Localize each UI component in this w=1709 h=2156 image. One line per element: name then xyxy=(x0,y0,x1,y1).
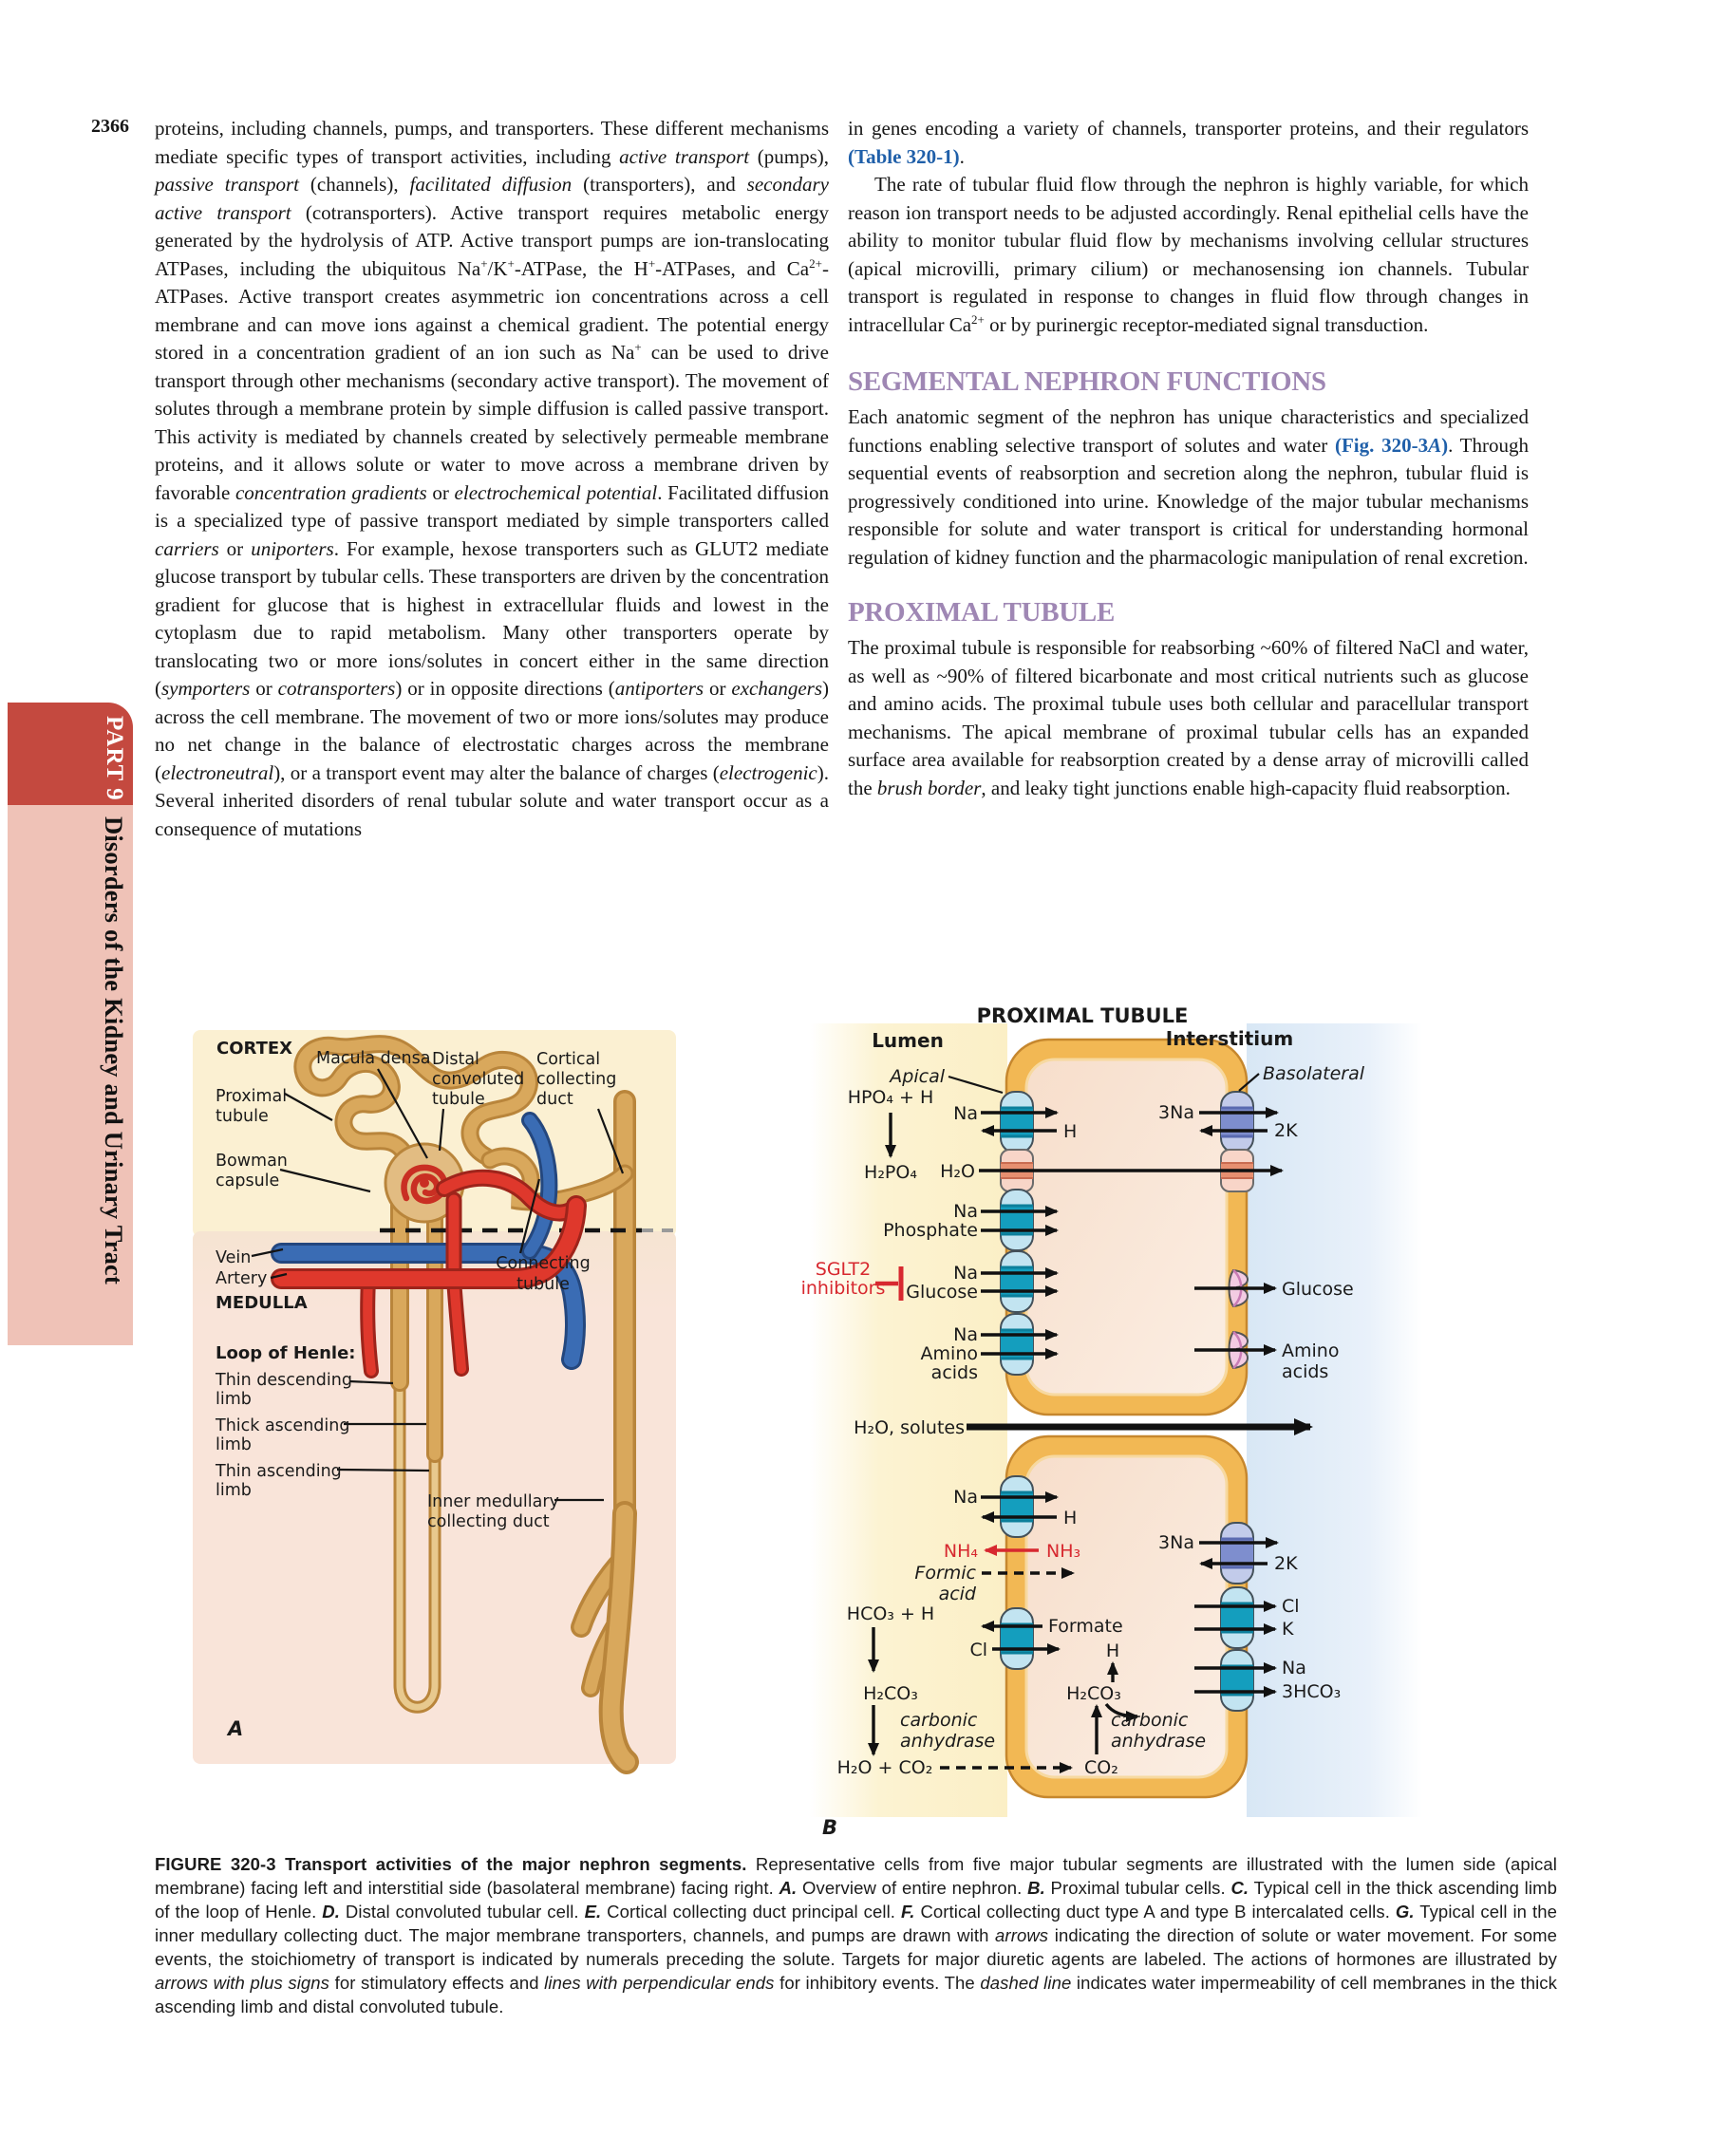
label-glucose-right: Glucose xyxy=(1282,1279,1354,1300)
label-na: Na xyxy=(953,1324,978,1345)
page-number: 2366 xyxy=(91,116,129,137)
panel-b-letter: B xyxy=(822,1816,838,1839)
label-bowman-1: Bowman xyxy=(216,1152,288,1171)
sidebar-part-label: PART 9 xyxy=(102,716,127,801)
figure-320-3 xyxy=(0,987,1709,1856)
label-amino-right-2: acids xyxy=(1282,1361,1329,1382)
section-heading-segmental-nephron-functions: SEGMENTAL NEPHRON FUNCTIONS xyxy=(848,366,1326,397)
label-carbonic-anhydrase-cell-1: carbonic xyxy=(1111,1710,1189,1731)
body-paragraph: Each anatomic segment of the nephron has unique characteristics and specialized functions enabling selective transport of solutes and water (Fig. 320-3A). Through sequential events of reabsorption and secretion along the nephron, tubular fluid is progressively conditioned into urine. Knowledge of the major tubular mechanisms responsible for solute and water transport is critical for understanding hormonal regulation of kidney function and the pharmacologic manipulation of renal excretion. xyxy=(848,405,1530,569)
label-co2: CO₂ xyxy=(1084,1757,1118,1778)
label-h: H xyxy=(1063,1508,1078,1528)
label-3hco3: 3HCO₃ xyxy=(1282,1681,1342,1702)
label-interstitium: Interstitium xyxy=(1165,1027,1294,1050)
label-thin-descending-1: Thin descending xyxy=(216,1371,352,1390)
label-2k: 2K xyxy=(1274,1553,1298,1574)
label-k-right: K xyxy=(1282,1619,1294,1640)
label-h2co3-lumen: H₂CO₃ xyxy=(863,1683,918,1704)
label-thin-ascending-2: limb xyxy=(216,1481,252,1500)
label-phosphate: Phosphate xyxy=(883,1220,978,1241)
label-2k: 2K xyxy=(1274,1120,1298,1141)
label-sglt2-inhibitors-2: inhibitors xyxy=(800,1278,886,1299)
label-thick-ascending-1: Thick ascending xyxy=(216,1416,350,1435)
body-paragraph: The proximal tubule is responsible for reabsorbing ~60% of filtered NaCl and water, as well as ~90% of filtered bicarbonate and most critical nutrients such as glucose and amino acids. The proximal tubule uses both cellular and paracellular transport mechanisms. The apical membrane of proximal tubular cells has an expanded surface area available for reabsorption created by a dense array of microvilli called the brush border, and leaky tight junctions enable high-capacity fluid reabsorption. xyxy=(848,636,1529,799)
label-3na: 3Na xyxy=(1158,1532,1194,1553)
label-carbonic-anhydrase-lumen-2: anhydrase xyxy=(900,1731,996,1752)
label-amino-right-1: Amino xyxy=(1282,1340,1340,1361)
label-artery: Artery xyxy=(216,1269,268,1288)
label-amino-1: Amino xyxy=(920,1343,978,1364)
label-imcd-2: collecting duct xyxy=(427,1512,550,1531)
label-bowman-2: capsule xyxy=(216,1172,280,1190)
panel-b-title: PROXIMAL TUBULE xyxy=(976,1004,1189,1027)
label-loop-of-henle: Loop of Henle: xyxy=(216,1343,356,1363)
panel-a-letter: A xyxy=(228,1717,244,1740)
sidebar-part-tab xyxy=(8,703,133,805)
label-cortical-duct-2: collecting xyxy=(536,1070,617,1089)
label-connecting-2: tubule xyxy=(516,1275,570,1294)
label-cortex: CORTEX xyxy=(216,1039,293,1059)
label-thick-ascending-2: limb xyxy=(216,1435,252,1454)
label-cortical-duct-1: Cortical xyxy=(536,1050,601,1069)
label-h2po4: H₂PO₄ xyxy=(864,1162,917,1183)
label-hco3-h: HCO₃ + H xyxy=(846,1603,935,1624)
label-h2o-solutes: H₂O, solutes xyxy=(854,1417,965,1438)
label-imcd-1: Inner medullary xyxy=(427,1492,559,1511)
label-na: Na xyxy=(953,1487,978,1508)
label-h-cell: H xyxy=(1105,1640,1120,1661)
label-proximal-1: Proximal xyxy=(216,1087,288,1106)
panel-b-proximal-tubule-cells xyxy=(801,1004,1422,1839)
body-paragraph: in genes encoding a variety of channels, transporter proteins, and their regulators (Table 320-1). xyxy=(848,117,1529,168)
sidebar-section-title: Disorders of the Kidney and Urinary Tract xyxy=(100,816,128,1285)
label-formate: Formate xyxy=(1048,1616,1123,1637)
right-column xyxy=(848,115,1529,802)
label-h2co3-cell: H₂CO₃ xyxy=(1066,1683,1121,1704)
label-connecting-1: Connecting xyxy=(496,1254,591,1273)
label-apical: Apical xyxy=(890,1066,945,1087)
label-carbonic-anhydrase-cell-2: anhydrase xyxy=(1111,1731,1207,1752)
label-thin-descending-2: limb xyxy=(216,1390,252,1409)
label-sglt2-inhibitors-1: SGLT2 xyxy=(815,1259,872,1280)
label-h2o-co2: H₂O + CO₂ xyxy=(836,1757,933,1778)
label-medulla: MEDULLA xyxy=(216,1293,308,1313)
label-glucose: Glucose xyxy=(906,1282,978,1303)
label-lumen: Lumen xyxy=(872,1029,944,1052)
label-cl-right: Cl xyxy=(1282,1596,1300,1617)
label-amino-2: acids xyxy=(930,1362,978,1383)
label-hpo4: HPO₄ + H xyxy=(847,1087,934,1108)
label-basolateral: Basolateral xyxy=(1263,1063,1364,1084)
label-na-right: Na xyxy=(1282,1658,1306,1678)
label-nh4: NH₄ xyxy=(943,1541,978,1562)
label-cortical-duct-3: duct xyxy=(536,1090,573,1109)
label-cl: Cl xyxy=(969,1640,987,1660)
label-3na: 3Na xyxy=(1158,1102,1194,1123)
label-vein: Vein xyxy=(216,1248,252,1267)
label-h: H xyxy=(1063,1121,1078,1142)
label-thin-ascending-1: Thin ascending xyxy=(216,1462,342,1481)
label-formic-1: Formic xyxy=(914,1563,976,1584)
label-nh3: NH₃ xyxy=(1046,1541,1081,1562)
label-macula-densa: Macula densa xyxy=(316,1049,431,1068)
label-distal-2: convoluted xyxy=(432,1070,525,1089)
label-h2o: H₂O xyxy=(940,1161,975,1182)
panel-a-nephron-overview xyxy=(193,1030,676,1764)
label-formic-2: acid xyxy=(938,1584,976,1604)
left-column xyxy=(155,115,829,843)
label-na: Na xyxy=(953,1201,978,1222)
label-distal-3: tubule xyxy=(432,1090,485,1109)
figure-caption: FIGURE 320-3 Transport activities of the major nephron segments. Representative cells from five major tubular segments are illustrated with the lumen side (apical membrane) facing left and interstitial side (basolateral membrane) facing right. A. Overview of entire nephron. B. Proximal tubular cells. C. Typical cell in the thick ascending limb of the loop of Henle. D. Distal convoluted tubular cell. E. Cortical collecting duct principal cell. F. Cortical collecting duct type A and type B intercalated cells. G. Typical cell in the inner medullary collecting duct. The major membrane transporters, channels, and pumps are drawn with arrows indicating the direction of solute or water movement. For some events, the stoichiometry of transport is indicated by numerals preceding the solute. Targets for major diuretic agents are labeled. The actions of hormones are illustrated by arrows with plus signs for stimulatory effects and lines with perpendicular ends for inhibitory events. The dashed line indicates water impermeability of cell membranes in the thick ascending limb and distal convoluted tubule. xyxy=(155,1854,1558,2016)
body-paragraph: proteins, including channels, pumps, and transporters. These different mechanisms mediate specific types of transport activities, including active transport (pumps), passive transport (channels), facilitated diffusion (transporters), and secondary active transport (cotransporters). Active transport requires metabolic energy generated by the hydrolysis of ATP. Active transport pumps are ion-translocating ATPases, including the ubiquitous Na+/K+-ATPase, the H+-ATPases, and $Ca^{2+}$-ATPases. Active transport creates asymmetric ion concentrations across a cell membrane and can move ions against a chemical gradient. The potential energy stored in a concentration gradient of an ion such as Na+ can be used to drive transport through other mechanisms (secondary active transport). The movement of solutes through a membrane protein by simple diffusion is called passive transport. This activity is mediated by channels created by selectively permeable membrane proteins, and it allows solute or water to move across a membrane driven by favorable concentration gradients or electrochemical potential. Facilitated diffusion is a specialized type of passive transport mediated by simple transporters called carriers or uniporters. For example, hexose transporters such as GLUT2 mediate glucose transport by tubular cells. These transporters are driven by the concentration gradient for glucose that is highest in extracellular fluids and lowest in the cytoplasm due to rapid metabolism. Many other transporters operate by translocating two or more ions/solutes in concert either in the same direction (symporters or cotransporters) or in opposite directions (antiporters or exchangers) across the cell membrane. The movement of two or more ions/solutes may produce no net change in the balance of electrostatic charges across the membrane (electroneutral), or a transport event may alter the balance of charges (electrogenic). Several inherited disorders of renal tubular solute and water transport occur as a consequence of mutations xyxy=(155,117,830,840)
label-na: Na xyxy=(953,1263,978,1284)
body-paragraph: The rate of tubular fluid flow through the nephron is highly variable, for which reason ion transport needs to be adjusted accordingly. Renal epithelial cells have the ability to monitor tubular fluid flow by mechanisms involving cellular structures (apical microvilli, primary cilium) or mechanosensing ion channels. Tubular transport is regulated in response to changes in fluid flow through changes in intracellular $Ca^{2+}$ or by purinergic receptor-mediated signal transduction. xyxy=(848,173,1529,336)
section-heading-proximal-tubule: PROXIMAL TUBULE xyxy=(848,597,1115,628)
label-carbonic-anhydrase-lumen-1: carbonic xyxy=(900,1710,978,1731)
label-na: Na xyxy=(953,1103,978,1124)
proximal-cell-1 xyxy=(1006,1040,1247,1415)
label-proximal-2: tubule xyxy=(216,1107,269,1126)
label-distal-1: Distal xyxy=(432,1050,479,1069)
